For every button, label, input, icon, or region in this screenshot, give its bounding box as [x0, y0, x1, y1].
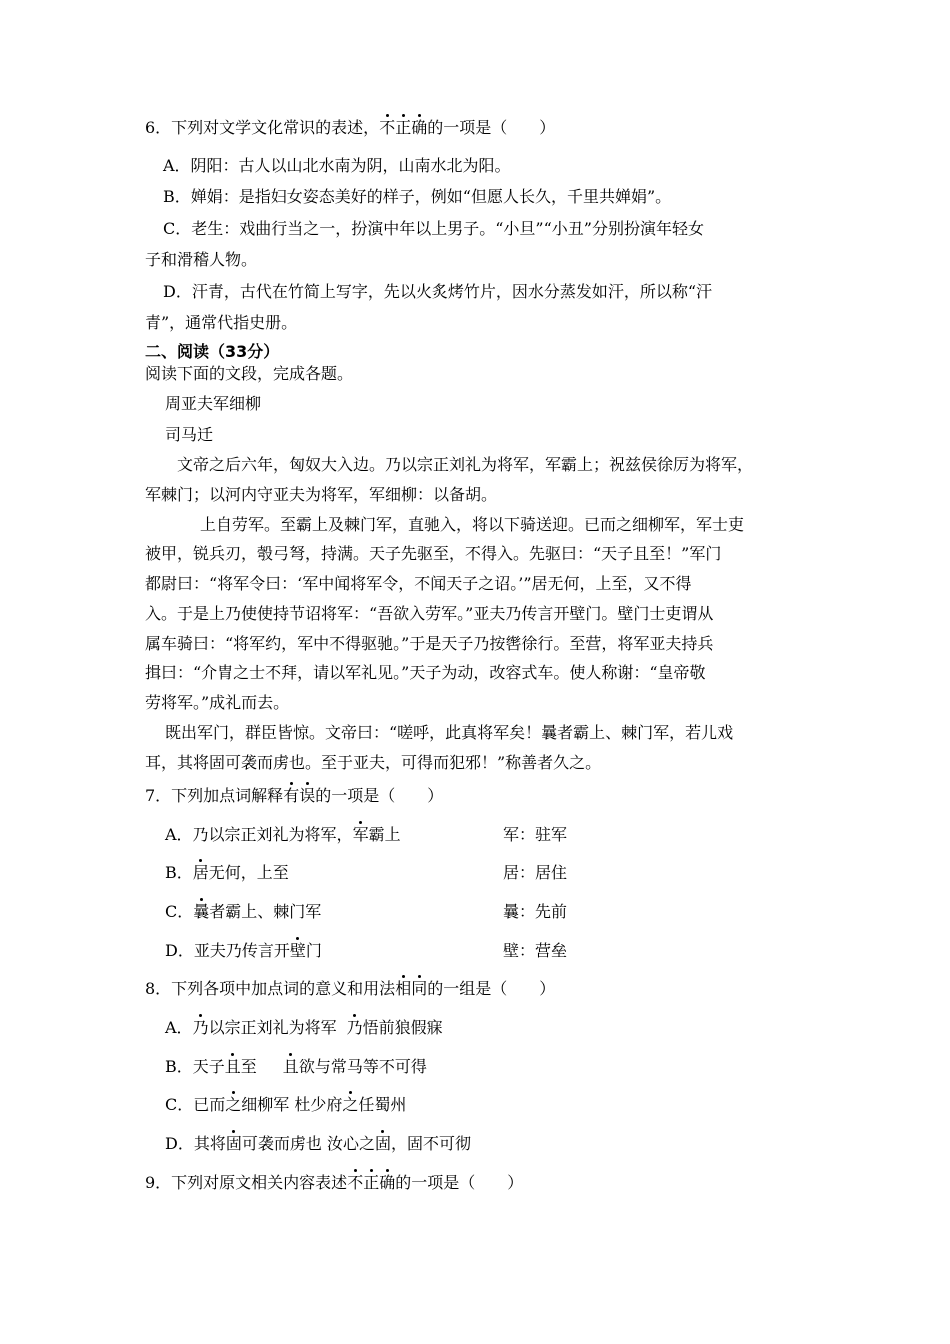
passage-paragraph-2-line5: 属车骑曰：“将军约，军中不得驱驰。”于是天子乃按辔徐行。至营，将军亚夫持兵	[145, 634, 714, 653]
question-8-stem: 8．下列各项中加点词的意义和用法相同的一组是（ ）	[145, 979, 556, 998]
emphasis-char: 确	[411, 118, 428, 137]
question-6-option-b: B．婵娟：是指妇女姿态美好的样子，例如“但愿人长久，千里共婵娟”。	[163, 187, 672, 206]
passage-paragraph-2-line4: 入。于是上乃使使持节诏将军：“吾欲入劳军。”亚夫乃传言开壁门。壁门士吏谓从	[145, 604, 714, 623]
question-6-option-c-line2: 子和滑稽人物。	[145, 250, 258, 269]
question-6-option-d-line2: 青”，通常代指史册。	[145, 313, 298, 332]
emphasis-char: 有	[283, 786, 300, 805]
emphasis-char: 乃	[192, 1018, 209, 1037]
question-7-option-c: C．曩者霸上、棘门军	[165, 902, 322, 921]
emphasis-char: 且	[282, 1057, 299, 1076]
passage-paragraph-2-line1: 上自劳军。至霸上及棘门军，直驰入，将以下骑送迎。已而之细柳军，军士吏	[200, 515, 745, 534]
emphasis-char: 军	[352, 825, 369, 844]
emphasis-char: 正	[363, 1173, 380, 1192]
emphasis-char: 相	[395, 979, 412, 998]
passage-paragraph-3-line1: 既出军门，群臣皆惊。文帝曰：“嗟呼，此真将军矣！曩者霸上、棘门军，若儿戏	[165, 723, 734, 742]
section-heading: 二、阅读（33分）	[145, 342, 280, 361]
passage-title: 周亚夫军细柳	[165, 394, 262, 413]
question-7-option-d-gloss: 壁：营垒	[503, 941, 568, 960]
question-8-option-b: B．天子且至 且欲与常马等不可得	[165, 1057, 427, 1076]
emphasis-char: 不	[379, 118, 396, 137]
question-6-option-c-line1: C．老生：戏曲行当之一，扮演中年以上男子。“小旦”“小丑”分别扮演年轻女	[163, 219, 704, 238]
passage-paragraph-2-line3: 都尉曰：“将军令曰：‘军中闻将军令，不闻天子之诏。’”居无何，上至，又不得	[145, 574, 692, 593]
question-7-option-b-gloss: 居：居住	[503, 863, 568, 882]
question-8-option-a: A．乃以宗正刘礼为将军 乃悟前狼假寐	[165, 1018, 443, 1037]
emphasis-char: 误	[299, 786, 316, 805]
question-8-option-d: D．其将固可袭而虏也 汝心之固，固不可彻	[165, 1134, 471, 1153]
emphasis-char: 确	[379, 1173, 396, 1192]
passage-paragraph-2-line7: 劳将军。”成礼而去。	[145, 693, 290, 712]
emphasis-char: 固	[374, 1134, 391, 1153]
emphasis-char: 壁	[289, 941, 306, 960]
passage-paragraph-1-line2: 军棘门；以河内守亚夫为将军，军细柳：以备胡。	[145, 485, 498, 504]
emphasis-char: 且	[224, 1057, 241, 1076]
question-7-option-a: A．乃以宗正刘礼为将军，军霸上	[165, 825, 401, 844]
emphasis-char: 不	[347, 1173, 364, 1192]
question-7-option-b: B．居无何，上至	[165, 863, 289, 882]
emphasis-char: 同	[411, 979, 428, 998]
question-6-stem: 6．下列对文学文化常识的表述，不正确的一项是（ ）	[145, 118, 556, 137]
question-6-option-a: A．阴阳：古人以山北水南为阴，山南水北为阳。	[163, 156, 511, 175]
emphasis-char: 之	[342, 1095, 359, 1114]
question-7-option-a-gloss: 军：驻军	[503, 825, 568, 844]
question-6-option-d-line1: D．汗青，古代在竹简上写字，先以火炙烤竹片，因水分蒸发如汗，所以称“汗	[163, 282, 713, 301]
passage-paragraph-1-line1: 文帝之后六年，匈奴大入边。乃以宗正刘礼为将军，军霸上；祝兹侯徐厉为将军，	[177, 455, 754, 474]
reading-instruction: 阅读下面的文段，完成各题。	[145, 364, 354, 383]
emphasis-char: 正	[395, 118, 412, 137]
emphasis-char: 乃	[346, 1018, 363, 1037]
emphasis-char: 曩	[193, 902, 210, 921]
passage-paragraph-2-line2: 被甲，锐兵刃，彀弓弩，持满。天子先驱至，不得入。先驱曰：“天子且至！”军门	[145, 544, 722, 563]
emphasis-char: 之	[225, 1095, 242, 1114]
question-7-option-d: D．亚夫乃传言开壁门	[165, 941, 322, 960]
passage-paragraph-3-line2: 耳，其将固可袭而虏也。至于亚夫，可得而犯邪！”称善者久之。	[145, 753, 602, 772]
passage-paragraph-2-line6: 揖曰：“介胄之士不拜，请以军礼见。”天子为动，改容式车。使人称谢：“皇帝敬	[145, 663, 706, 682]
emphasis-char: 居	[192, 863, 209, 882]
emphasis-char: 固	[225, 1134, 242, 1153]
question-8-option-c: C．已而之细柳军 杜少府之任蜀州	[165, 1095, 407, 1114]
question-9-stem: 9．下列对原文相关内容表述不正确的一项是（ ）	[145, 1173, 524, 1192]
question-7-stem: 7．下列加点词解释有误的一项是（ ）	[145, 786, 444, 805]
passage-author: 司马迁	[165, 425, 214, 444]
question-7-option-c-gloss: 曩：先前	[503, 902, 568, 921]
